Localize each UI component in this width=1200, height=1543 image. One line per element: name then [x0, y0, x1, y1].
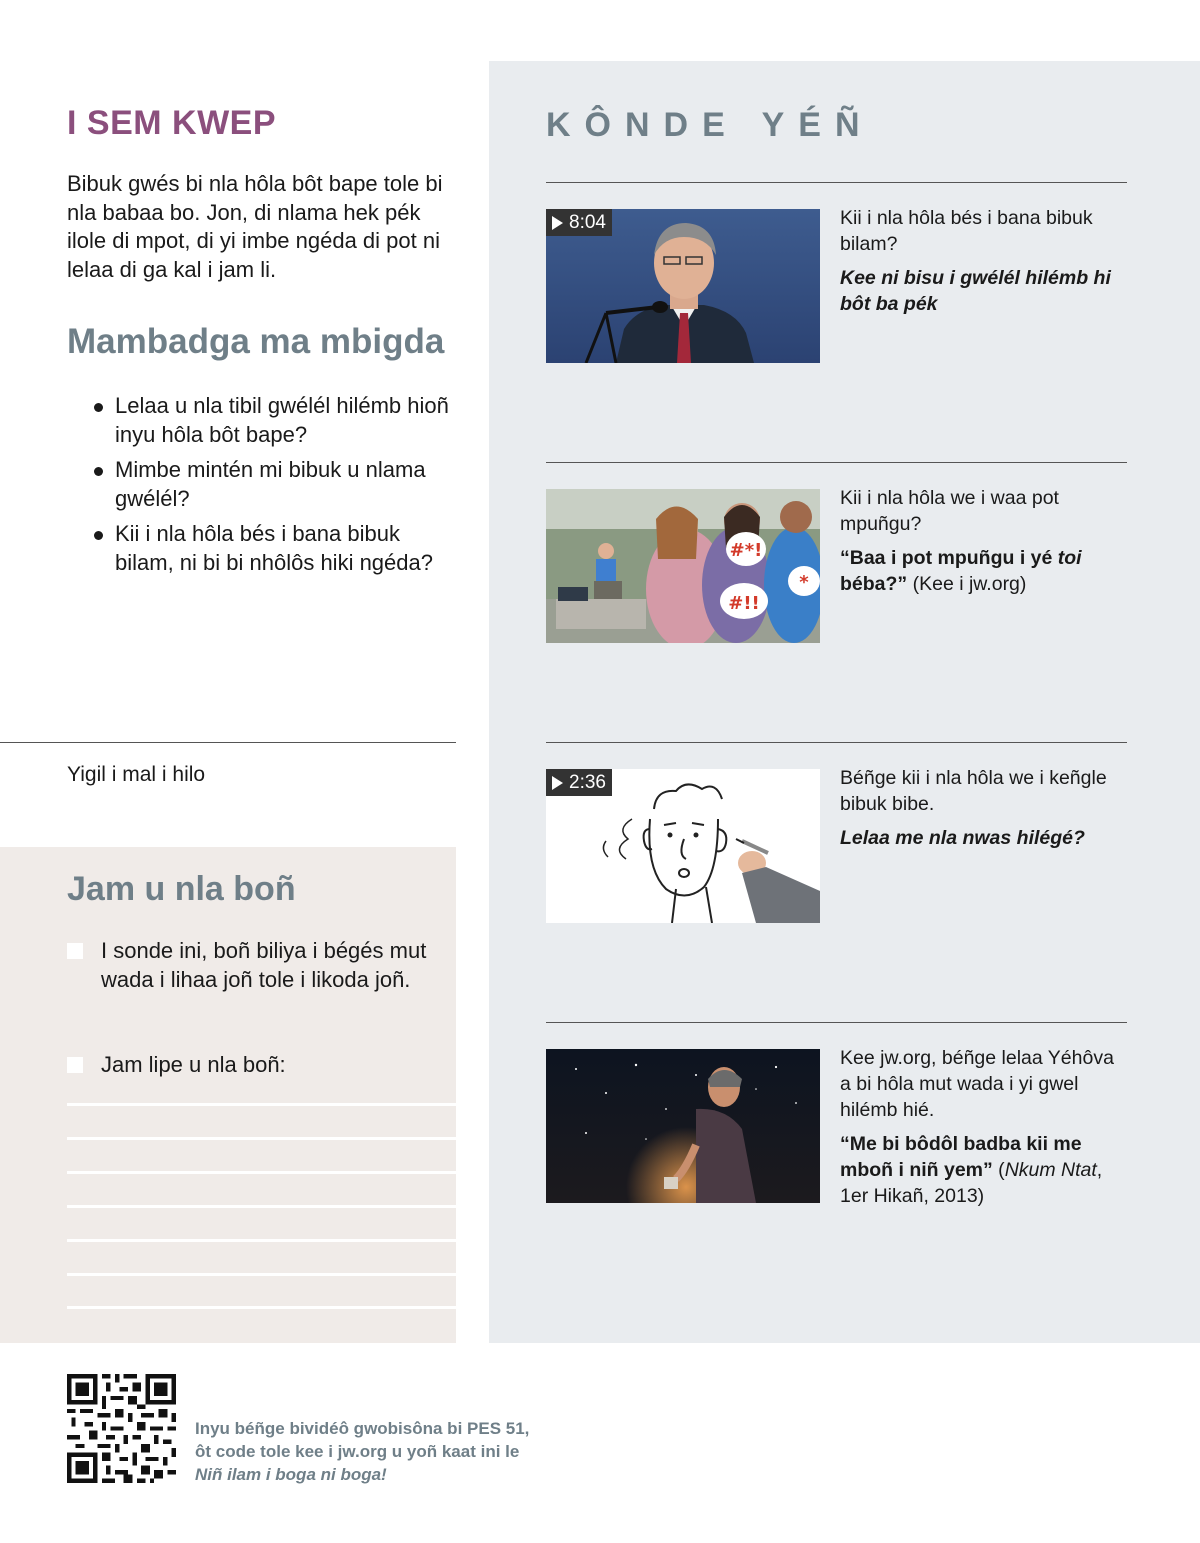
write-line[interactable] — [67, 1171, 456, 1174]
questions-heading: Mambadga ma mbigda — [67, 322, 445, 361]
write-line[interactable] — [67, 1273, 456, 1276]
divider — [546, 182, 1127, 183]
write-line[interactable] — [67, 1137, 456, 1140]
question-item: Lelaa u nla tibil gwélél hilémb hioñ inyu hôla bôt bape? — [92, 392, 462, 449]
divider — [546, 1022, 1127, 1023]
footer-text: Inyu béñge bividéô gwobisôna bi PES 51, ôt code tole kee i jw.org u yoñ kaat ini le Niñ ilam i boga ni boga! — [195, 1419, 530, 1484]
card-question: Kee jw.org, béñge lelaa Yéhôva a bi hôla mut wada i yi gwel hilémb hié. — [840, 1047, 1114, 1121]
card-question: Kii i nla hôla bés i bana bibuk bilam? — [840, 207, 1093, 255]
play-icon — [552, 216, 563, 230]
duration-badge: 8:04 — [546, 209, 612, 236]
duration-badge: 2:36 — [546, 769, 612, 796]
card-question: Kii i nla hôla we i waa pot mpuñgu? — [840, 487, 1059, 535]
write-line[interactable] — [67, 1205, 456, 1208]
task-item-label: I sonde ini, boñ biliya i bégés mut wada i lihaa joñ tole i likoda joñ. — [101, 938, 427, 992]
card-title-link[interactable]: Lelaa me nla nwas hilégé? — [840, 827, 1085, 849]
video-thumbnail-whiteboard[interactable] — [546, 769, 820, 923]
questions-list — [92, 392, 462, 584]
qr-code-icon[interactable] — [67, 1374, 176, 1483]
night-sky-photo-icon — [546, 1049, 820, 1203]
svg-text:#*!: #*! — [729, 540, 763, 561]
divider — [546, 462, 1127, 463]
write-line[interactable] — [67, 1306, 456, 1309]
card-title-link[interactable]: “Me bi bôdôl badba kii me mboñ i niñ yem” (Nkum Ntat, 1er Hikañ, 2013) — [840, 1133, 1103, 1207]
checkbox[interactable] — [67, 943, 83, 959]
teens-photo-icon — [546, 489, 820, 643]
question-item: Kii i nla hôla bés i bana bibuk bilam, ni bi bi nhôlôs hiki ngéda? — [92, 520, 462, 577]
play-icon — [552, 776, 563, 790]
intro-paragraph: Bibuk gwés bi nla hôla bôt bape tole bi nla babaa bo. Jon, di nlama hek pék ilole di mpot, di yi imbe ngéda di pot ni lelaa di ga kal i jam li. — [67, 171, 443, 282]
review-heading: I SEM KWEP — [67, 104, 277, 142]
card-question: Béñge kii i nla hôla we i keñgle bibuk bibe. — [840, 767, 1107, 815]
task-item-label: Jam lipe u nla boñ: — [101, 1052, 286, 1077]
task-item[interactable] — [67, 1051, 427, 1080]
question-item: Mimbe mintén mi bibuk u nlama gwélél? — [92, 456, 462, 513]
card-title-link[interactable]: Kee ni bisu i gwélél hilémb hi bôt ba pék — [840, 267, 1111, 315]
task-item[interactable] — [67, 937, 427, 994]
task-box — [0, 847, 456, 1343]
card-title-link[interactable]: “Baa i pot mpuñgu i yé toi béba?” (Kee i jw.org) — [840, 547, 1082, 595]
svg-text:#!!: #!! — [728, 593, 760, 614]
checkbox[interactable] — [67, 1057, 83, 1073]
svg-text:*: * — [799, 572, 809, 593]
date-label: Yigil i mal i hilo — [67, 763, 206, 786]
task-heading: Jam u nla boñ — [67, 870, 296, 908]
video-thumbnail-teens[interactable] — [546, 489, 820, 643]
explore-heading: KÔNDE YÉÑ — [546, 106, 874, 144]
write-line[interactable] — [67, 1103, 456, 1106]
divider — [546, 742, 1127, 743]
video-thumbnail-night-sky[interactable] — [546, 1049, 820, 1203]
write-line[interactable] — [67, 1239, 456, 1242]
video-thumbnail-speaker[interactable] — [546, 209, 820, 363]
divider — [0, 742, 456, 743]
